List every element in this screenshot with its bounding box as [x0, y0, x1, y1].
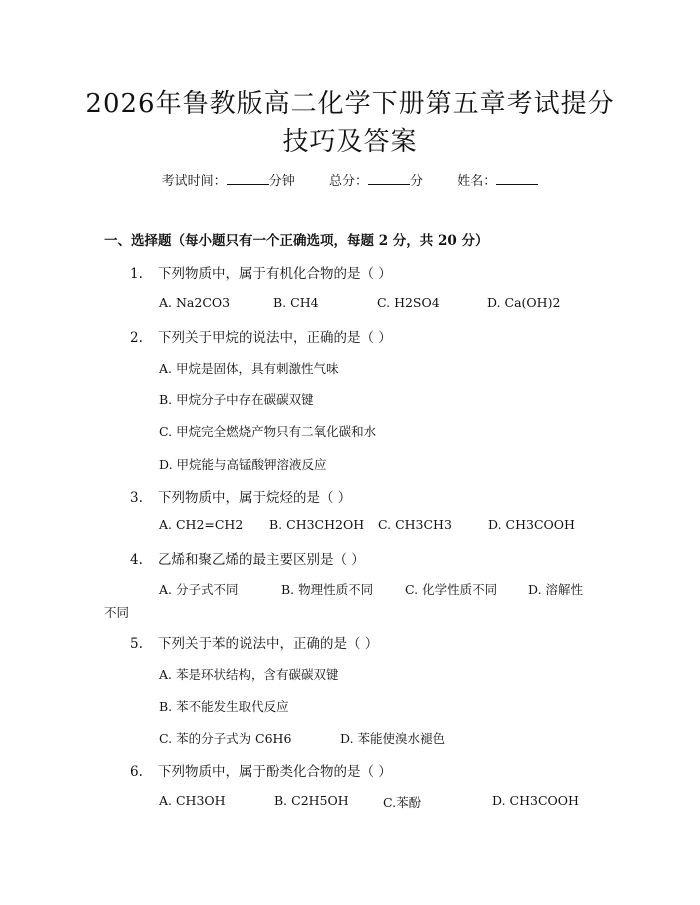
question-3: [130, 486, 351, 506]
option-d: D. CH3COOH: [488, 517, 575, 532]
option-d: D. 苯能使溴水褪色: [340, 731, 446, 746]
option-c: C.苯酚: [383, 795, 422, 810]
question-text: 下列关于甲烷的说法中，正确的是（ ）: [158, 330, 392, 346]
time-label: 考试时间：: [161, 174, 227, 189]
option-a: A. Na2CO3: [159, 295, 231, 310]
option-b: B. 物理性质不同: [281, 582, 374, 597]
option-c: C. 苯的分子式为 C6H6: [159, 731, 292, 746]
option-b: B. C2H5OH: [274, 793, 349, 808]
question-6: [130, 760, 392, 780]
name-label: 姓名：: [457, 174, 497, 189]
question-number: 4.: [130, 552, 143, 568]
question-number: 3.: [130, 490, 143, 506]
question-text: 下列物质中，属于有机化合物的是（ ）: [158, 266, 392, 282]
section-heading: 一、选择题（每小题只有一个正确选项，每题 2 分，共 20 分）: [104, 233, 489, 249]
option-d: D. 甲烷能与高锰酸钾溶液反应: [159, 457, 327, 472]
name-blank: [496, 173, 538, 185]
time-unit: 分钟: [268, 174, 295, 189]
score-blank: [368, 173, 410, 185]
question-text: 下列物质中，属于烷烃的是（ ）: [158, 490, 352, 506]
exam-info: [0, 170, 700, 189]
option-b: B. 苯不能发生取代反应: [159, 699, 289, 714]
option-d-continued: 不同: [104, 605, 130, 620]
question-2: [130, 326, 392, 346]
option-b: B. CH4: [273, 295, 319, 310]
question-text: 下列物质中，属于酚类化合物的是（ ）: [158, 764, 392, 780]
option-c: C. CH3CH3: [378, 517, 452, 532]
question-number: 5.: [130, 636, 143, 652]
option-b: B. 甲烷分子中存在碳碳双键: [159, 392, 314, 407]
option-d: D. 溶解性: [528, 582, 584, 597]
question-1: [130, 262, 392, 282]
option-c: C. H2SO4: [377, 295, 440, 310]
page-title-line2: 技巧及答案: [282, 127, 418, 157]
option-c: C. 化学性质不同: [405, 582, 498, 597]
option-d: D. Ca(OH)2: [487, 295, 561, 310]
option-a: A. CH2=CH2: [159, 517, 244, 532]
option-d: D. CH3COOH: [492, 793, 579, 808]
question-number: 2.: [130, 330, 143, 346]
question-4: [130, 548, 365, 568]
question-5: [130, 632, 378, 652]
option-b: B. CH3CH2OH: [269, 517, 365, 532]
question-text: 下列关于苯的说法中，正确的是（ ）: [158, 636, 379, 652]
option-a: A. CH3OH: [159, 793, 226, 808]
option-a: A. 分子式不同: [159, 582, 239, 597]
option-c: C. 甲烷完全燃烧产物只有二氧化碳和水: [159, 424, 377, 439]
score-unit: 分: [410, 174, 424, 189]
question-number: 1.: [130, 266, 143, 282]
option-a: A. 甲烷是固体，具有刺激性气味: [159, 361, 339, 376]
option-a: A. 苯是环状结构，含有碳碳双键: [159, 667, 339, 682]
question-number: 6.: [130, 764, 143, 780]
page-title: 2026年鲁教版高二化学下册第五章考试提分: [85, 89, 615, 119]
score-label: 总分：: [328, 174, 368, 189]
question-text: 乙烯和聚乙烯的最主要区别是（ ）: [158, 552, 365, 568]
time-blank: [227, 173, 269, 185]
